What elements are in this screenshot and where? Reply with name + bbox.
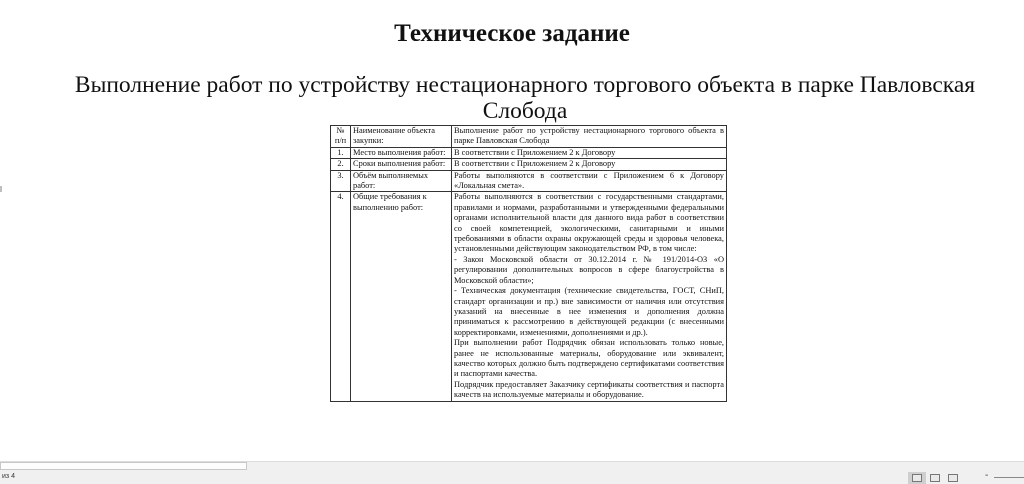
page-icon	[930, 474, 940, 482]
table-row	[331, 147, 727, 158]
row-name-cell: Место выполнения работ:	[351, 147, 452, 158]
header-desc-cell: Выполнение работ по устройству нестационарного торгового объекта в парке Павловская Слобода	[452, 126, 727, 148]
print-layout-view-button[interactable]	[908, 472, 926, 484]
table-row	[331, 192, 727, 401]
row-name-cell: Сроки выполнения работ:	[351, 159, 452, 170]
header-num-cell: № п/п	[331, 126, 351, 148]
row-desc-cell: В соответствии с Приложением 2 к Договору	[452, 147, 727, 158]
row-desc-cell: Работы выполняются в соответствии с Приложением 6 к Договору «Локальная смета».	[452, 170, 727, 192]
row-num-cell: 4.	[331, 192, 351, 401]
page-icon	[948, 474, 958, 482]
table-row	[331, 159, 727, 170]
page-count: из 4	[2, 473, 15, 480]
requirements-paragraph: - Техническая документация (технические свидетельства, ГОСТ, СНиП, стандарт организации и пр.) вне зависимости от наличия или отсутствия указаний на внесенные в нее изменения и дополнения должна приниматься к рассмотрению в действующей редакции (с внесенными корректировками, изменениями, дополнениями и др.).	[454, 286, 724, 337]
requirements-paragraph: Подрядчик предоставляет Заказчику сертификаты соответствия и паспорта качеств на используемые материалы и оборудование.	[454, 379, 724, 400]
status-bar	[0, 461, 1024, 484]
document-title: Техническое задание	[394, 20, 630, 47]
row-num-cell: 2.	[331, 159, 351, 170]
full-screen-view-button[interactable]	[926, 472, 944, 484]
row-num-cell: 1.	[331, 147, 351, 158]
left-marker	[0, 186, 2, 192]
table-row	[331, 170, 727, 192]
view-mode-buttons	[908, 472, 962, 484]
header-name-cell: Наименование объекта закупки:	[351, 126, 452, 148]
row-name-cell: Объём выполняемых работ:	[351, 170, 452, 192]
page-icon	[912, 474, 922, 482]
row-num-cell: 3.	[331, 170, 351, 192]
row-desc-cell	[452, 192, 727, 401]
requirements-paragraph: Работы выполняются в соответствии с государственными стандартами, правилами и нормами, разработанными и утвержденными федеральными органами исполнительной власти для данного вида работ в соответствии со своей компетенцией, экологическими, санитарными и иными требованиями в области охраны окружающей среды и здоровья человека, установленными действующим законодательством РФ, в том числе:	[454, 192, 724, 254]
horizontal-scrollbar[interactable]	[0, 462, 247, 470]
document-subtitle: Выполнение работ по устройству нестационарного торгового объекта в парке Павловская Слобода	[74, 72, 976, 124]
zoom-slider[interactable]	[994, 477, 1024, 478]
row-name-cell: Общие требования к выполнению работ:	[351, 192, 452, 401]
requirements-paragraph: - Закон Московской области от 30.12.2014 г. № 191/2014-ОЗ «О регулировании дополнительных вопросов в сфере благоустройства в Московской области»;	[454, 254, 724, 285]
row-desc-cell: В соответствии с Приложением 2 к Договору	[452, 159, 727, 170]
web-layout-view-button[interactable]	[944, 472, 962, 484]
requirements-paragraph: При выполнении работ Подрядчик обязан использовать только новые, ранее не использованные материалы, оборудование или эквивалент, качество которых должно быть подтверждено сертификатами соответствия и паспортами качества.	[454, 338, 724, 379]
spec-table	[330, 125, 727, 402]
zoom-out-button[interactable]: -	[985, 470, 989, 481]
table-header-row	[331, 126, 727, 148]
